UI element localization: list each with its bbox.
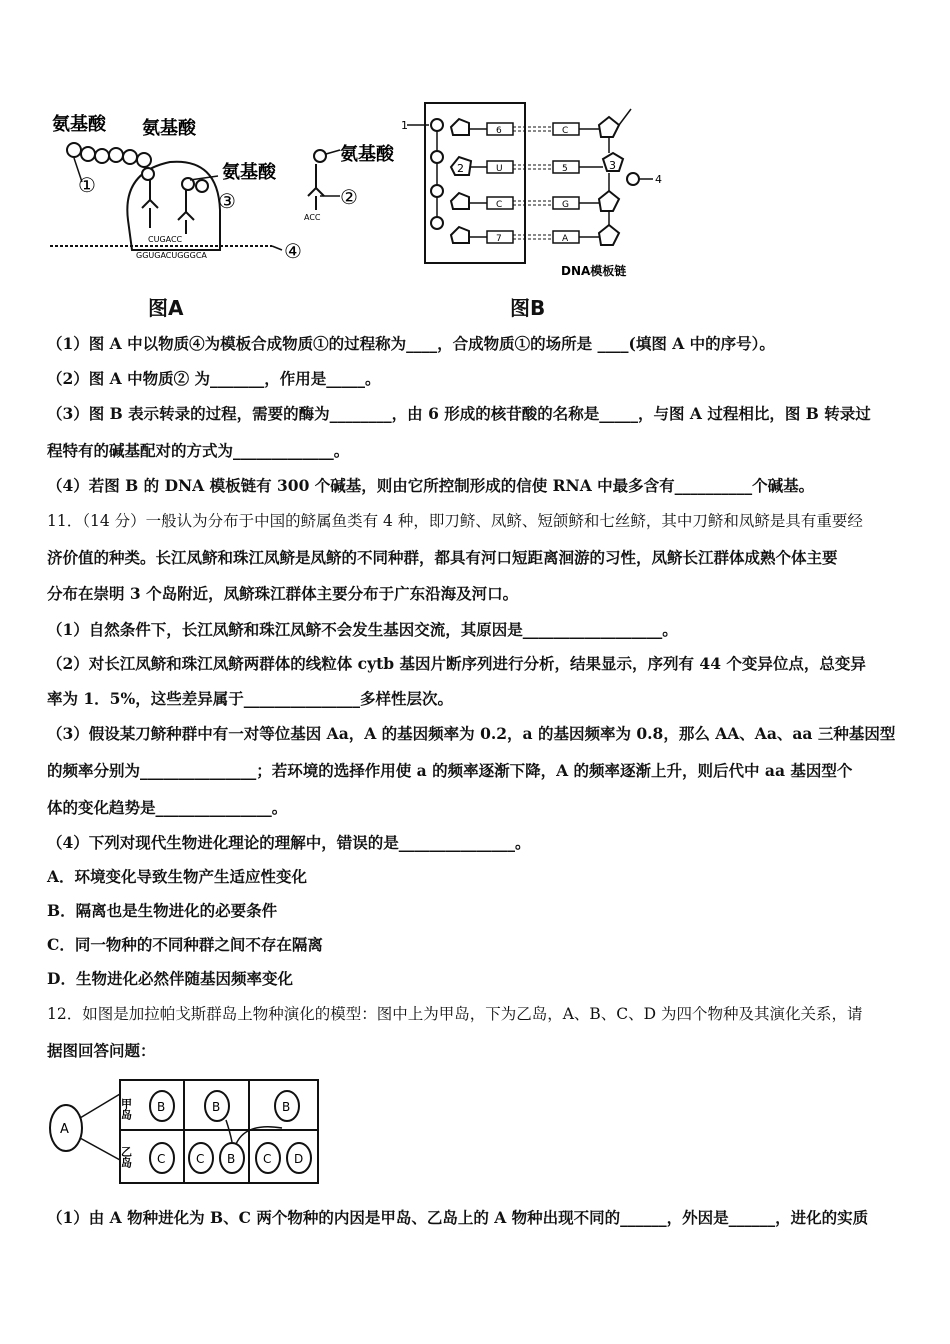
q11-b: 济价值的种类。长江凤鲚和珠江凤鲚是凤鲚的不同种群，都具有河口短距离洄游的习性，凤鲚长江群体成熟个体主要 [47, 548, 838, 567]
b-3: B [282, 1100, 291, 1114]
codon-text: CUGACC [148, 235, 183, 244]
q11-3c: 体的变化趋势是_______________。 [47, 798, 288, 817]
label-amino-acid-3: 氨基酸 [222, 162, 276, 183]
base-right-2: 5 [562, 164, 568, 174]
base-left-3: C [496, 200, 503, 210]
mrna-text: GGUGACUGGGCA [136, 251, 207, 260]
label-amino-acid-1: 氨基酸 [52, 114, 106, 135]
q12-1: （1）由 A 物种进化为 B、C 两个物种的内因是甲岛、乙岛上的 A 物种出现不同的______，外因是______，进化的实质 [47, 1208, 869, 1227]
row-2 [431, 151, 662, 186]
caption-a: 图A [148, 296, 184, 320]
figure-b [395, 95, 675, 285]
template-label: DNA模板链 [561, 264, 627, 278]
base-right-4: A [562, 234, 569, 244]
base-right-3: G [562, 200, 569, 210]
c-2: C [196, 1152, 205, 1166]
q10-2: （2）图 A 中物质② 为_______，作用是_____。 [47, 369, 381, 388]
q12-a: 12．如图是加拉帕戈斯群岛上物种演化的模型：图中上为甲岛，下为乙岛，A、B、C、D 为四个物种及其演化关系，请 [47, 1005, 863, 1023]
anticodon-text: ACC [304, 213, 321, 222]
q11-2a: （2）对长江凤鲚和珠江凤鲚两群体的线粒体 cytb 基因片断序列进行分析，结果显示，序列有 44 个变异位点，总变异 [47, 654, 866, 673]
b-2: B [212, 1100, 221, 1114]
mark-2: 2 [457, 162, 464, 175]
q10-4: （4）若图 B 的 DNA 模板链有 300 个碱基，则由它所控制形成的信使 RNA 中最多含有__________个碱基。 [47, 476, 815, 495]
base-right-1: C [562, 126, 569, 136]
label-4: 4 [655, 173, 662, 186]
figure-a [40, 100, 410, 270]
option-b: B．隔离也是生物进化的必要条件 [47, 901, 278, 920]
trna [308, 164, 324, 210]
island-yi: 乙岛 [119, 1146, 133, 1168]
q10-3a: （3）图 B 表示转录的过程，需要的酶为________，由 6 形成的核苷酸的名称是_____，与图 A 过程相比，图 B 转录过 [47, 404, 871, 423]
row-1 [451, 109, 631, 137]
c-3: C [263, 1152, 272, 1166]
base-left-2: U [496, 164, 503, 174]
marker-3: ③ [218, 189, 236, 213]
option-a: A．环境变化导致生物产生适应性变化 [47, 867, 308, 886]
q11-3b: 的频率分别为_______________；若环境的选择作用使 a 的频率逐渐下降，A 的频率逐渐上升，则后代中 aa 基因型个 [47, 761, 853, 780]
q11-2b: 率为 1．5%，这些差异属于_______________多样性层次。 [47, 689, 453, 708]
q12-b: 据图回答问题： [47, 1041, 156, 1060]
peptide-chain [67, 143, 151, 167]
c-1: C [157, 1152, 166, 1166]
marker-1: ① [78, 173, 96, 197]
island-jia: 甲岛 [119, 1098, 133, 1120]
marker-2: ② [340, 185, 358, 209]
marker-4: ④ [284, 239, 302, 263]
q10-3b: 程特有的碱基配对的方式为_____________。 [47, 441, 350, 460]
base-left-1: 6 [496, 126, 502, 136]
label-1: 1 [401, 119, 408, 132]
q11-c: 分布在崇明 3 个岛附近，凤鲚珠江群体主要分布于广东沿海及河口。 [47, 584, 519, 603]
base-left-4: 7 [496, 234, 502, 244]
figure-12 [46, 1076, 326, 1188]
option-c: C．同一物种的不同种群之间不存在隔离 [47, 935, 323, 954]
q11-3a: （3）假设某刀鲚种群中有一对等位基因 Aa，A 的基因频率为 0.2，a 的基因频率为 0.8，那么 AA、Aa、aa 三种基因型 [47, 724, 896, 743]
caption-b: 图B [510, 296, 546, 320]
species-a-label: A [60, 1122, 69, 1137]
label-amino-acid-2: 氨基酸 [142, 118, 196, 139]
q11-4: （4）下列对现代生物进化理论的理解中，错误的是_______________。 [47, 833, 531, 852]
mark-3: 3 [609, 159, 616, 172]
option-d: D．生物进化必然伴随基因频率变化 [47, 969, 293, 988]
b-4: B [227, 1152, 236, 1166]
q10-1: （1）图 A 中以物质④为模板合成物质①的过程称为____，合成物质①的场所是 ____(填图 A 中的序号）。 [47, 334, 775, 353]
label-amino-acid-4: 氨基酸 [340, 144, 394, 165]
d-1: D [294, 1152, 304, 1166]
b-1: B [157, 1100, 166, 1114]
q11-a: 11．（14 分）一般认为分布于中国的鲚属鱼类有 4 种，即刀鲚、凤鲚、短颌鲚和七丝鲚，其中刀鲚和凤鲚是具有重要经 [47, 512, 863, 530]
q11-1: （1）自然条件下，长江凤鲚和珠江凤鲚不会发生基因交流，其原因是__________________。 [47, 620, 678, 639]
